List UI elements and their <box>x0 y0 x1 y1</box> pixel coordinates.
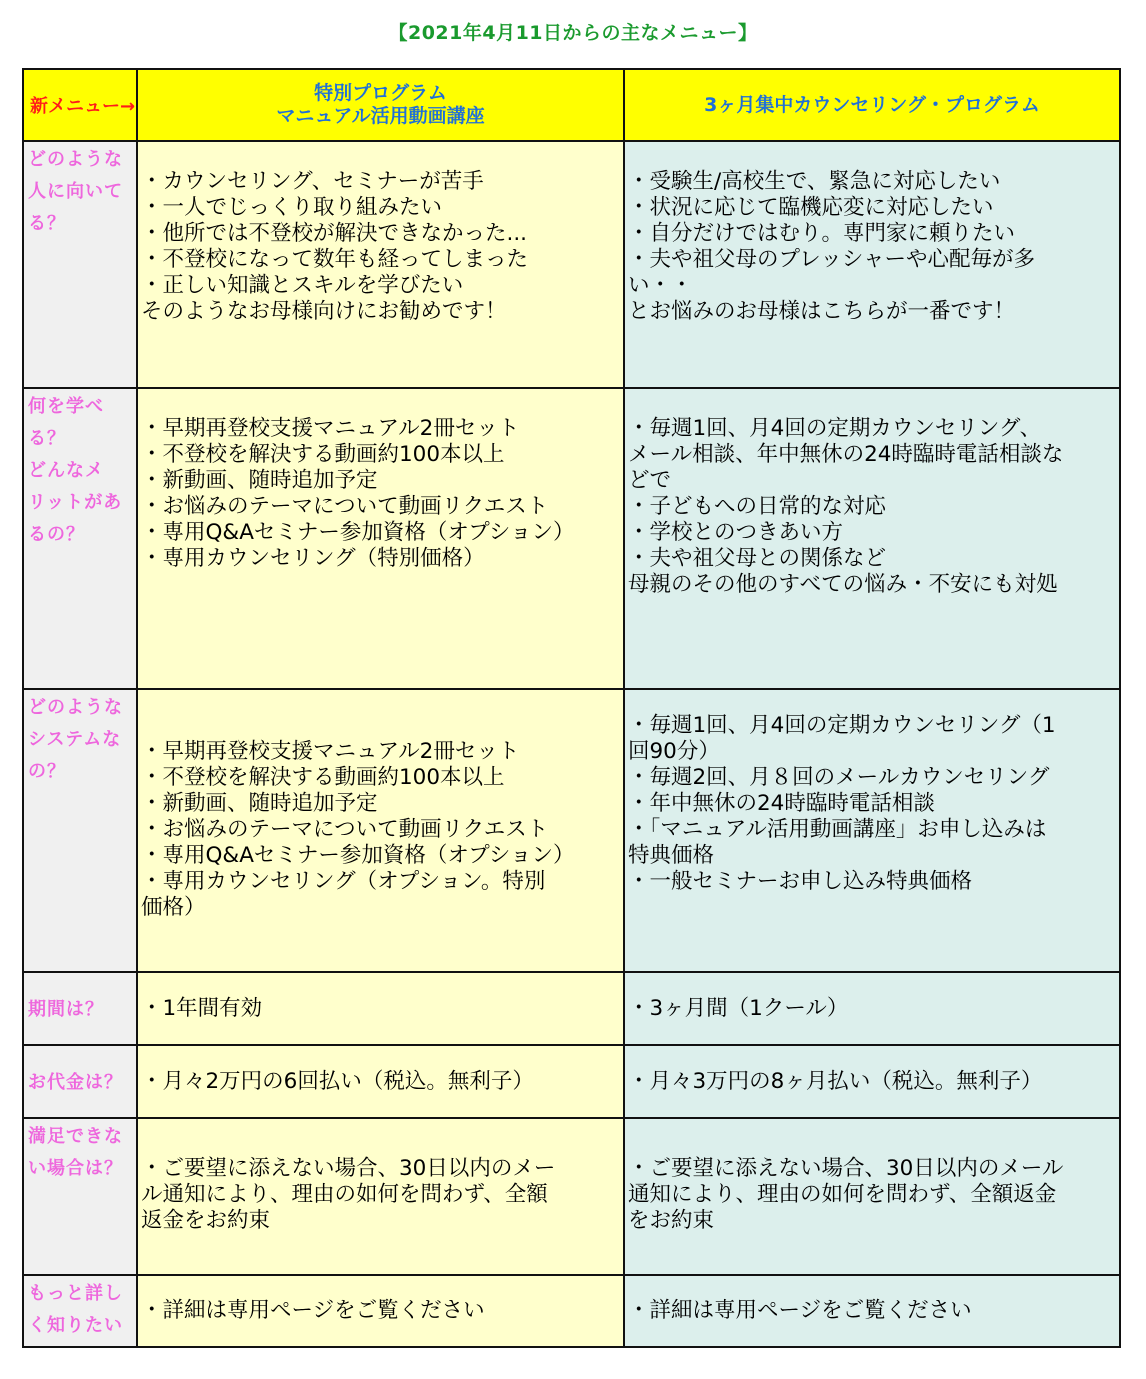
table-row <box>23 1118 1120 1275</box>
menu-table <box>22 68 1121 1348</box>
program-2-name: 3ヶ月集中カウンセリング・プログラム <box>704 93 1040 116</box>
header-label: 新メニュー→ <box>30 96 136 117</box>
cell-program-2: ・月々3万円の8ヶ月払い（税込。無利子） <box>624 1045 1120 1118</box>
row-header-refund: 満足できな い場合は？ <box>23 1118 137 1275</box>
cell-program-1: ・カウンセリング、セミナーが苦手 ・一人でじっくり取り組みたい ・他所では不登校が解決できなかった... ・不登校になって数年も経ってしまった ・正しい知識とスキルを学びたい そのようなお母様向けにお勧めです！ <box>137 141 624 388</box>
cell-program-2: ・ご要望に添えない場合、30日以内のメール 通知により、理由の如何を問わず、全額返金 をお約束 <box>624 1118 1120 1275</box>
row-header-details: もっと詳し く知りたい <box>23 1275 137 1347</box>
header-program-2 <box>624 69 1120 141</box>
table-row <box>23 1275 1120 1347</box>
table-row <box>23 141 1120 388</box>
row-header-price: お代金は？ <box>23 1045 137 1118</box>
table-row <box>23 689 1120 972</box>
cell-program-1: ・月々2万円の6回払い（税込。無利子） <box>137 1045 624 1118</box>
cell-program-2: ・3ヶ月間（1クール） <box>624 972 1120 1045</box>
header-row <box>23 69 1120 141</box>
cell-program-2: ・詳細は専用ページをご覧ください <box>624 1275 1120 1347</box>
table-row <box>23 972 1120 1045</box>
cell-program-1: ・1年間有効 <box>137 972 624 1045</box>
cell-program-1: ・ご要望に添えない場合、30日以内のメー ル通知により、理由の如何を問わず、全額 返金をお約束 <box>137 1118 624 1275</box>
cell-program-2: ・毎週1回、月4回の定期カウンセリング（1 回90分） ・毎週2回、月８回のメールカウンセリング ・年中無休の24時臨時電話相談 ・「マニュアル活用動画講座」お申し込みは 特典価格 ・一般セミナーお申し込み特典価格 <box>624 689 1120 972</box>
row-header-system: どのような システムな の？ <box>23 689 137 972</box>
cell-program-1: ・早期再登校支援マニュアル2冊セット ・不登校を解決する動画約100本以上 ・新動画、随時追加予定 ・お悩みのテーマについて動画リクエスト ・専用Q&Aセミナー参加資格（オプション） ・専用カウンセリング（オプション。特別 価格） <box>137 689 624 972</box>
program-1-name: 特別プログラム <box>314 82 447 104</box>
cell-program-1: ・詳細は専用ページをご覧ください <box>137 1275 624 1347</box>
cell-program-1: ・早期再登校支援マニュアル2冊セット ・不登校を解決する動画約100本以上 ・新動画、随時追加予定 ・お悩みのテーマについて動画リクエスト ・専用Q&Aセミナー参加資格（オプション） ・専用カウンセリング（特別価格） <box>137 388 624 689</box>
table-row <box>23 388 1120 689</box>
table-row <box>23 1045 1120 1118</box>
program-1-subname: マニュアル活用動画講座 <box>276 105 485 127</box>
row-header-target: どのような 人に向いて る？ <box>23 141 137 388</box>
cell-program-2: ・毎週1回、月4回の定期カウンセリング、 メール相談、年中無休の24時臨時電話相談な どで ・子どもへの日常的な対応 ・学校とのつきあい方 ・夫や祖父母との関係など 母親のその他のすべての悩み・不安にも対処 <box>624 388 1120 689</box>
header-label-cell <box>23 69 137 141</box>
page-title: 【2021年4月11日からの主なメニュー】 <box>388 22 758 44</box>
header-program-1 <box>137 69 624 141</box>
cell-program-2: ・受験生/高校生で、緊急に対応したい ・状況に応じて臨機応変に対応したい ・自分だけではむり。専門家に頼りたい ・夫や祖父母のプレッシャーや心配毎が多 い・・ とお悩みのお母様はこちらが一番です！ <box>624 141 1120 388</box>
row-header-learn: 何を学べ る？ どんなメ リットがあ るの？ <box>23 388 137 689</box>
row-header-period: 期間は？ <box>23 972 137 1045</box>
